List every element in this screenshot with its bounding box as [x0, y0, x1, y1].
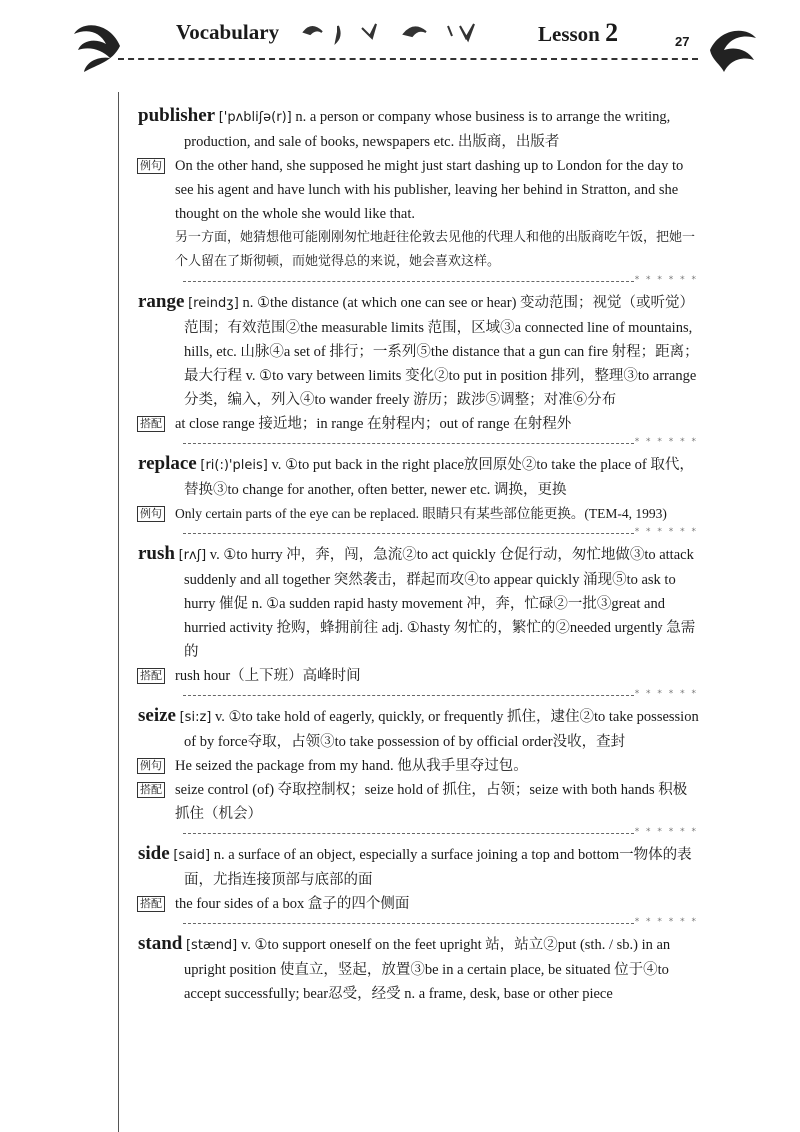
entry-seize: [138, 704, 700, 842]
pronunciation: [said]: [173, 848, 211, 863]
left-swirl-ornament-icon: [70, 14, 126, 78]
collocation-tag: 搭配: [137, 896, 165, 912]
header-lesson-title: [538, 18, 618, 48]
left-margin-line: [118, 92, 119, 1132]
entry-range: [138, 290, 700, 452]
entry-separator: [138, 826, 700, 842]
lesson-label: Lesson: [538, 22, 600, 46]
pronunciation: [reindʒ]: [188, 296, 239, 311]
entry-separator: [138, 688, 700, 704]
entry-separator: [138, 436, 700, 452]
definition-text: v. ①to support oneself on the feet upright 站，站立②put (sth. / sb.) in an upright position 使直立，竖起，放置③be in a certain place, be situated 位于④to accept successfully; bear忍受，经受 n. a frame, desk, base or other piece: [184, 937, 671, 1002]
entry-stand: [138, 932, 700, 1006]
separator-stars: * * * * * *: [634, 527, 698, 537]
headword: side: [138, 843, 170, 864]
entries-list: [138, 104, 700, 1006]
definition-text: n. a surface of an object, especially a surface joining a top and bottom一物体的表面，尤指连接顶部与底部的面: [184, 847, 692, 888]
headword: publisher: [138, 105, 216, 126]
entry-publisher: [138, 104, 700, 290]
collocation-block: [138, 778, 700, 826]
definition-text: n. ①the distance (at which one can see or hear) 变动范围；视觉（或听觉）范围；有效范围②the measurable limits 范围，区域③a connected line of mountains, hills, etc. 山脉④a set of 排行；一系列⑤the distance that a gun can fire 射程；距离；最大行程 v. ①to vary between limits 变化②to put in position 排列，整理③to arrange 分类，编入，列入④to wander freely 游历；跋涉⑤调整；对准⑥分布: [184, 295, 699, 408]
collocation-tag: 搭配: [137, 416, 165, 432]
entry-definition: [138, 932, 700, 1006]
entry-side: [138, 842, 700, 932]
example-block: [138, 154, 700, 274]
page-header: [0, 0, 800, 90]
separator-stars: * * * * * *: [634, 689, 698, 699]
collocation-text: the four sides of a box 盒子的四个侧面: [175, 896, 410, 912]
entry-separator: [138, 526, 700, 542]
separator-stars: * * * * * *: [634, 827, 698, 837]
example-block: [138, 754, 700, 778]
right-swirl-ornament-icon: [702, 20, 762, 82]
collocation-block: [138, 664, 700, 688]
separator-stars: * * * * * *: [634, 917, 698, 927]
definition-text: v. ①to put back in the right place放回原处②to take the place of 取代，替换③to change for another, often better, newer etc. 调换，更换: [184, 457, 694, 498]
entry-definition: [138, 704, 700, 754]
entry-definition: [138, 542, 700, 664]
pronunciation: ['pʌbliʃə(r)]: [218, 110, 292, 125]
separator-stars: * * * * * *: [634, 437, 698, 447]
example-tag: 例句: [137, 158, 165, 174]
pronunciation: [stænd]: [185, 938, 238, 953]
example-tag: 例句: [137, 758, 165, 774]
example-translation: 另一方面，她猜想他可能刚刚匆忙地赶往伦敦去见他的代理人和他的出版商吃午饭，把她一个人留在了斯彻顿，而她觉得总的来说，她会喜欢这样。: [175, 230, 696, 269]
pronunciation: [si:z]: [179, 710, 212, 725]
collocation-tag: 搭配: [137, 782, 165, 798]
example-text: On the other hand, she supposed he might just start dashing up to London for the day to see his agent and have lunch with his publisher, leaving her behind in Stratton, and she thought on the whole she would like that.: [175, 158, 684, 222]
entry-replace: [138, 452, 700, 542]
entry-definition: [138, 104, 700, 154]
entry-definition: [138, 842, 700, 892]
entry-separator: [138, 274, 700, 290]
headword: stand: [138, 933, 183, 954]
collocation-text: seize control (of) 夺取控制权；seize hold of 抓住，占领；seize with both hands 积极抓住（机会）: [175, 782, 688, 822]
collocation-text: at close range 接近地；in range 在射程内；out of range 在射程外: [175, 416, 572, 432]
page-number: 27: [675, 34, 690, 49]
pronunciation: [ri(:)'pleis]: [200, 458, 268, 473]
example-tag: 例句: [137, 506, 165, 522]
entry-rush: [138, 542, 700, 704]
definition-text: n. a person or company whose business is to arrange the writing, production, and sale of books, newspapers etc. 出版商，出版者: [184, 109, 671, 150]
header-dashed-rule: [118, 58, 698, 60]
example-block: [138, 502, 700, 526]
pronunciation: [rʌʃ]: [178, 548, 207, 563]
definition-text: v. ①to take hold of eagerly, quickly, or frequently 抓住，逮住②to take possession of by force夺取，占领③to take possession of by official order没收，查封: [184, 709, 699, 750]
collocation-tag: 搭配: [137, 668, 165, 684]
lesson-number: 2: [605, 18, 619, 47]
headword: rush: [138, 543, 175, 564]
entry-definition: [138, 452, 700, 502]
entry-definition: [138, 290, 700, 412]
example-text: Only certain parts of the eye can be replaced. 眼睛只有某些部位能更换。(TEM-4, 1993): [175, 506, 667, 521]
header-vocabulary-title: Vocabulary: [176, 20, 280, 44]
collocation-block: [138, 412, 700, 436]
bird-flock-ornament-icon: [300, 18, 490, 46]
example-text: He seized the package from my hand. 他从我手里夺过包。: [175, 758, 528, 774]
entry-separator: [138, 916, 700, 932]
headword: replace: [138, 453, 197, 474]
headword: seize: [138, 705, 176, 726]
definition-text: v. ①to hurry 冲，奔，闯，急流②to act quickly 仓促行动，匆忙地做③to attack suddenly and all together 突然袭击，群起而攻④to appear quickly 涌现⑤to ask to hurry 催促 n. ①a sudden rapid hasty movement 冲，奔，忙碌②一批③great and hurried activity 抢购，蜂拥前往 adj. ①hasty 匆忙的，繁忙的②needed urgently 急需的: [184, 547, 696, 660]
collocation-block: [138, 892, 700, 916]
headword: range: [138, 291, 185, 312]
separator-stars: * * * * * *: [634, 275, 698, 285]
collocation-text: rush hour（上下班）高峰时间: [175, 668, 361, 684]
